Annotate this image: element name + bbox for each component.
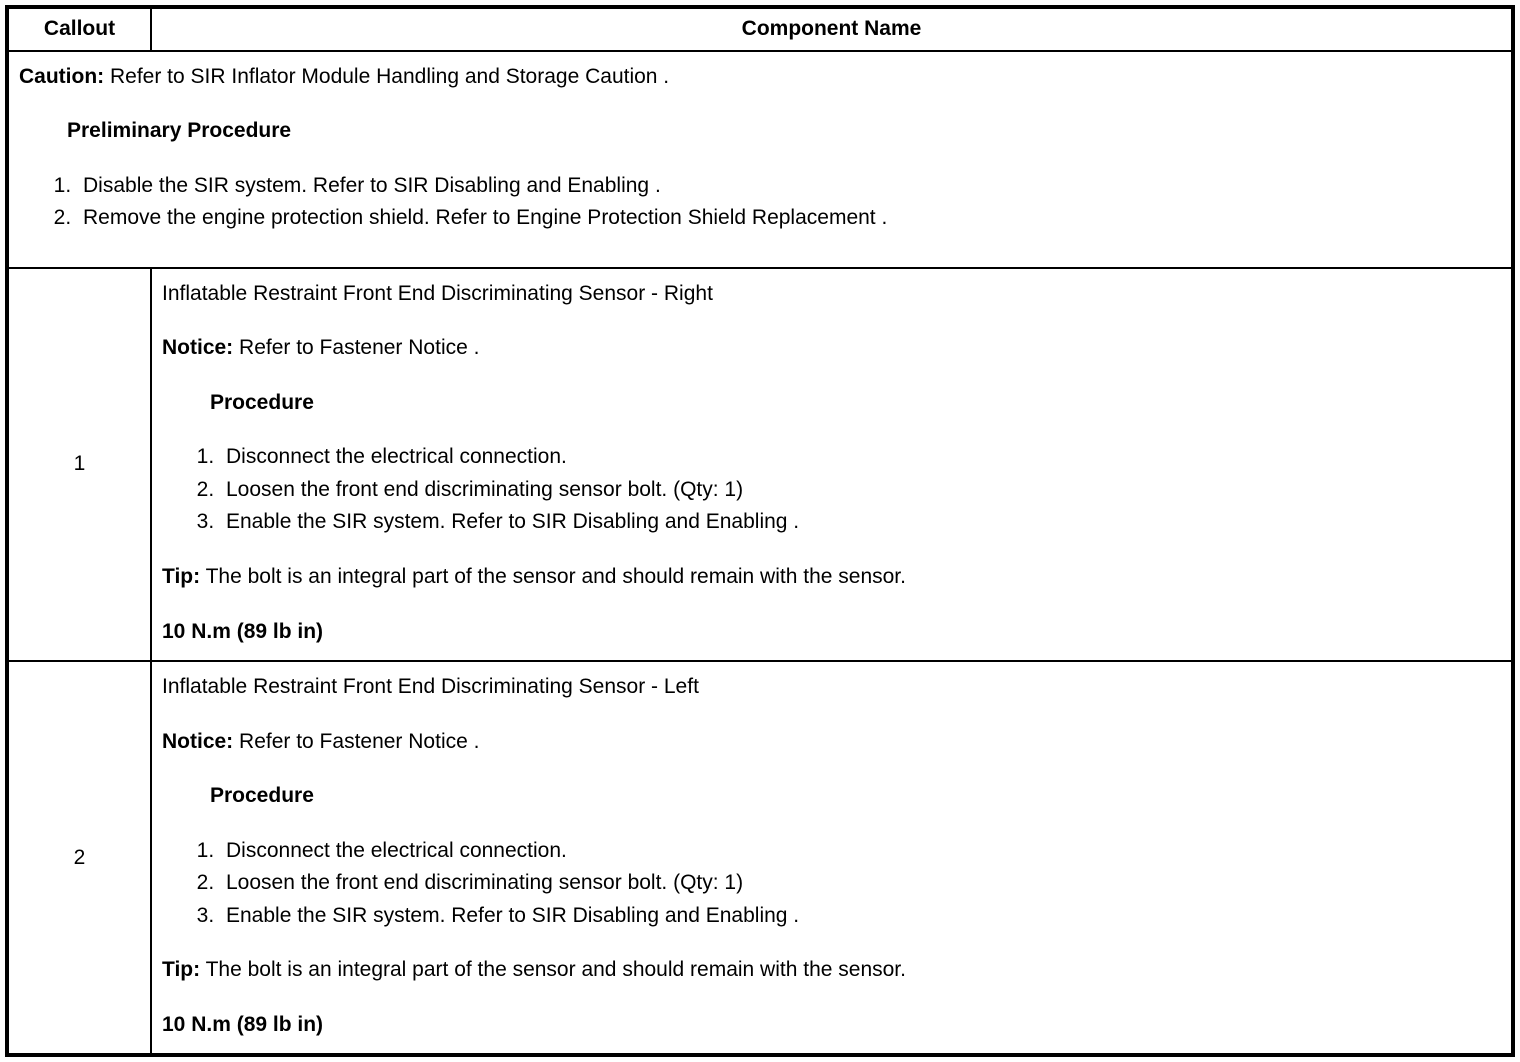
torque-spec: 10 N.m (89 lb in) <box>162 1012 324 1036</box>
procedure-step: 3. Enable the SIR system. Refer to SIR Disabling and Enabling . <box>220 900 1501 933</box>
tip-label: Tip: <box>162 958 201 982</box>
component-name: Inflatable Restraint Front End Discriminating Sensor - Left <box>162 675 699 699</box>
notice-label: Notice: <box>162 729 234 753</box>
procedure-steps-list <box>162 441 1501 539</box>
procedure-step: 2. Loosen the front end discriminating sensor bolt. (Qty: 1) <box>220 474 1501 507</box>
torque-spec: 10 N.m (89 lb in) <box>162 619 324 643</box>
component-row-1 <box>7 268 1513 661</box>
tip-text: The bolt is an integral part of the sensor and should remain with the sensor. <box>200 958 906 982</box>
procedure-heading: Procedure <box>210 784 314 808</box>
notice-text: Refer to Fastener Notice . <box>233 729 480 753</box>
preliminary-cell <box>7 51 1513 268</box>
callout-column-header: Callout <box>7 7 151 51</box>
callout-number: 2 <box>7 661 151 1055</box>
component-table <box>5 5 1515 1057</box>
preliminary-step: 1. Disable the SIR system. Refer to SIR Disabling and Enabling . <box>77 170 1501 203</box>
notice-note <box>162 726 1501 759</box>
tip-note <box>162 561 1501 594</box>
component-cell <box>151 268 1513 661</box>
procedure-step: 3. Enable the SIR system. Refer to SIR Disabling and Enabling . <box>220 506 1501 539</box>
notice-note <box>162 332 1501 365</box>
component-cell <box>151 661 1513 1055</box>
preliminary-procedure-heading: Preliminary Procedure <box>67 119 292 143</box>
caution-text: Refer to SIR Inflator Module Handling and Storage Caution . <box>104 64 670 88</box>
tip-text: The bolt is an integral part of the sensor and should remain with the sensor. <box>200 565 906 589</box>
procedure-step: 1. Disconnect the electrical connection. <box>220 441 1501 474</box>
procedure-steps-list <box>162 835 1501 933</box>
component-name-column-header: Component Name <box>151 7 1513 51</box>
notice-text: Refer to Fastener Notice . <box>233 336 480 360</box>
notice-label: Notice: <box>162 336 234 360</box>
caution-label: Caution: <box>19 64 105 88</box>
procedure-heading: Procedure <box>210 390 314 414</box>
preliminary-step: 2. Remove the engine protection shield. Refer to Engine Protection Shield Replacement . <box>77 202 1501 235</box>
procedure-step: 1. Disconnect the electrical connection. <box>220 835 1501 868</box>
callout-number: 1 <box>7 268 151 661</box>
caution-note <box>19 61 1501 94</box>
component-name: Inflatable Restraint Front End Discriminating Sensor - Right <box>162 281 713 305</box>
component-row-2 <box>7 661 1513 1055</box>
tip-note <box>162 954 1501 987</box>
preliminary-steps-list <box>19 170 1501 235</box>
preliminary-row <box>7 51 1513 268</box>
header-row <box>7 7 1513 51</box>
procedure-step: 2. Loosen the front end discriminating sensor bolt. (Qty: 1) <box>220 867 1501 900</box>
tip-label: Tip: <box>162 565 201 589</box>
